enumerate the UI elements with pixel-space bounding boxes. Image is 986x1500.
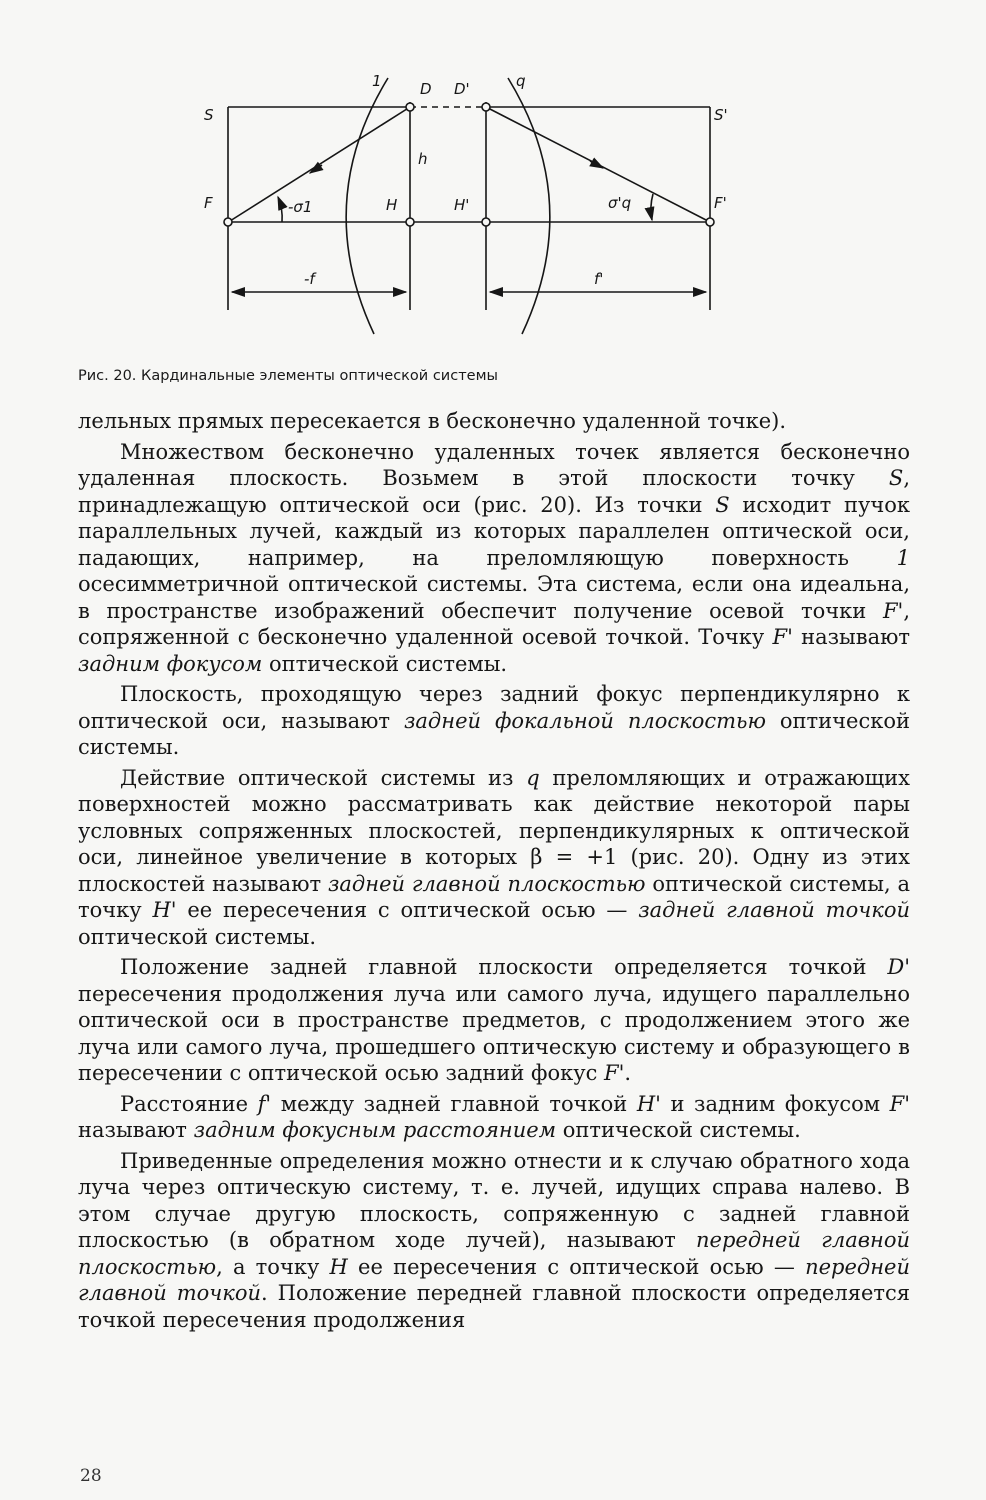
label-H: H <box>386 196 398 214</box>
text-run: оптической системы. <box>78 924 317 949</box>
paragraph <box>78 681 910 761</box>
italic-term: D' <box>887 955 910 979</box>
italic-term: S <box>888 466 904 490</box>
text-run: Плоскость, проходящую через задний фокус перпендикулярно к оптической оси, называют <box>78 682 910 733</box>
text-run: называют <box>78 1118 194 1142</box>
text-run: Приведенные определения можно отнести и к случаю обратного хода луча через оптическую систему, т. е. лучей, идущих справа налево. В этом случае другую плоскость, сопряженную с задней главной плоскостью (в обратном ходе лучей), называют <box>78 1148 910 1252</box>
paragraph <box>78 1091 910 1144</box>
label-surface-q: q <box>516 72 526 90</box>
text-run: Действие оптической системы из <box>120 765 527 790</box>
text-run: . <box>624 1061 632 1085</box>
italic-term: передней главной точкой <box>78 1254 910 1305</box>
text-run: ее пересечения с оптической осью — <box>347 1254 806 1279</box>
label-S-prime: S' <box>714 106 728 124</box>
italic-term: задним фокусным расстоянием <box>193 1118 557 1142</box>
label-f-prime: f' <box>594 270 604 288</box>
label-S: S <box>204 106 214 124</box>
italic-term: передней главной плоскостью <box>78 1228 910 1279</box>
italic-term: задней фокальной плоскостью <box>403 708 766 733</box>
body-text <box>78 408 910 1333</box>
text-run: пересечения продолжения луча или самого луча, идущего параллельно оптической оси в пространстве предметов, с продолжением этого же луча или самого луча, прошедшего оптическую систему и образующего в пересечении с оптической осью задний фокус <box>78 981 910 1085</box>
italic-term: f' <box>257 1091 272 1116</box>
text-run: оптической системы, а точку <box>78 871 910 922</box>
text-run: оптической системы. <box>78 708 910 759</box>
text-run: Положение задней главной плоскости определяется точкой <box>120 955 888 979</box>
italic-term: задним фокусом <box>78 651 263 676</box>
italic-term: F' <box>604 1061 625 1085</box>
label-D: D <box>420 80 432 98</box>
italic-term: H' <box>636 1091 661 1116</box>
paragraph <box>78 439 910 678</box>
label-h: h <box>418 150 428 168</box>
paragraph <box>78 408 910 435</box>
text-run: , а точку <box>216 1254 330 1279</box>
italic-term: F' <box>889 1091 911 1116</box>
text-run: , сопряженной с бесконечно удаленной осевой точкой. Точку <box>78 598 910 649</box>
italic-term: H' <box>152 898 177 922</box>
text-run: ее пересечения с оптической осью — <box>176 898 639 922</box>
label-F-prime: F' <box>714 194 727 212</box>
italic-term: q <box>526 765 540 790</box>
text-run: между задней главной точкой <box>271 1091 637 1116</box>
label-F: F <box>204 194 213 212</box>
page-number: 28 <box>80 1466 102 1486</box>
italic-term: задней главной точкой <box>638 898 910 922</box>
label-sigma1: -σ1 <box>288 198 313 216</box>
label-H-prime: H' <box>454 196 470 214</box>
cardinal-elements-figure <box>190 62 750 362</box>
paragraph <box>78 765 910 951</box>
italic-term: H <box>329 1254 348 1279</box>
italic-term: F' <box>772 625 793 649</box>
text-run: и задним фокусом <box>660 1091 890 1116</box>
text-run: Расстояние <box>120 1091 258 1116</box>
text-run: оптической системы. <box>262 651 508 676</box>
italic-term: F' <box>882 598 904 623</box>
text-run: . Положение передней главной плоскости определяется точкой пересечения продолжения <box>78 1281 910 1332</box>
figure-caption: Рис. 20. Кардинальные элементы оптической системы <box>78 368 498 384</box>
label-sigmaq: σ'q <box>608 194 632 212</box>
italic-term: S <box>715 492 730 517</box>
paragraph <box>78 1148 910 1334</box>
ray-to-F <box>230 107 410 221</box>
text-run: Множеством бесконечно удаленных точек является бесконечно удаленная плоскость. Возьмем в этой плоскости точку <box>78 439 910 490</box>
text-run: исходит пучок параллельных лучей, каждый из которых параллелен оптической оси, падающих, например, на преломляющую поверхность <box>78 492 910 570</box>
label-minus-f: -f <box>304 270 315 288</box>
optical-diagram <box>190 62 750 362</box>
italic-term: задней главной плоскостью <box>327 871 646 896</box>
text-run: лельных прямых пересекается в бесконечно удаленной точке). <box>78 409 787 433</box>
text-run: осесимметричной оптической системы. Эта система, если она идеальна, в пространстве изображений обеспечит получение осевой точки <box>78 572 910 623</box>
text-run: оптической системы. <box>556 1118 801 1142</box>
surface-q <box>508 78 550 334</box>
text-run: называют <box>792 625 911 649</box>
italic-term: 1 <box>896 545 910 570</box>
surface-1 <box>346 78 388 334</box>
paragraph <box>78 954 910 1087</box>
label-D-prime: D' <box>454 80 470 98</box>
text-run: , принадлежащую оптической оси (рис. 20). Из точки <box>78 466 910 517</box>
label-surface-1: 1 <box>372 72 382 90</box>
text-run: преломляющих и отражающих поверхностей можно рассматривать как действие некоторой пары условных сопряженных плоскостей, перпендикулярных к оптической оси, линейное увеличение в которых β = +1 (рис. 20). Одну из этих плоскостей называют <box>78 765 910 896</box>
